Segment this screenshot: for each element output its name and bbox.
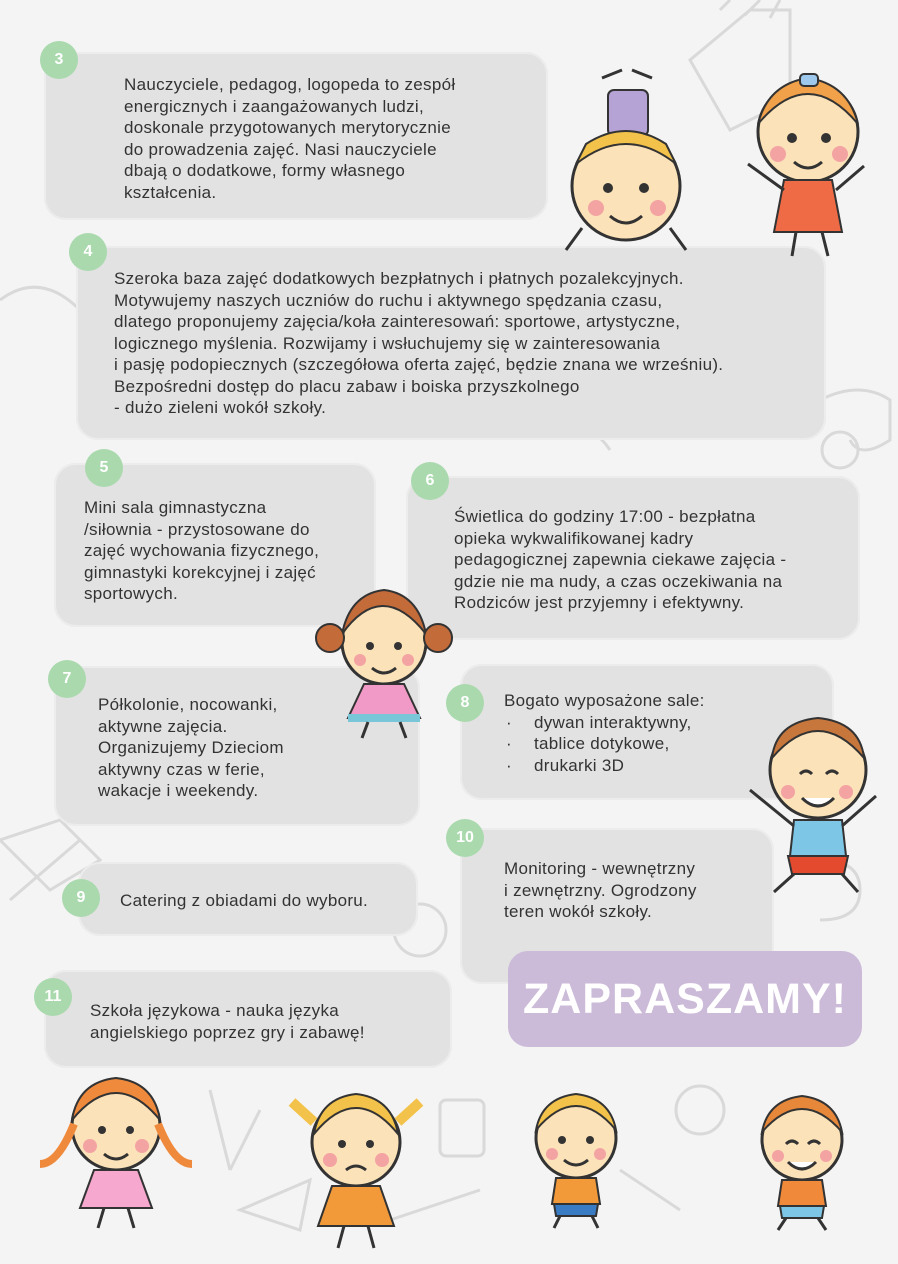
- text-line: zajęć wychowania fizycznego,: [84, 541, 320, 560]
- text-line: pedagogicznej zapewnia ciekawe zajęcia -: [454, 550, 787, 569]
- text-line: - dużo zieleni wokół szkoły.: [114, 398, 327, 417]
- card-6-text: [454, 506, 828, 614]
- card-7-number-badge: 7: [48, 660, 86, 698]
- info-card-11: [44, 970, 452, 1068]
- kid-handstand-illustration: [562, 68, 692, 254]
- text-line: /siłownia - przystosowane do: [84, 519, 310, 539]
- text-line: energicznych i zaangażowanych ludzi,: [124, 96, 424, 116]
- text-line: i zewnętrzny. Ogrodzony: [504, 880, 697, 900]
- list-item: · dywan interaktywny,: [504, 712, 804, 734]
- text-line: Bezpośredni dostęp do placu zabaw i boiska przyszkolnego: [114, 376, 580, 396]
- text-line: aktywny czas w ferie,: [98, 759, 265, 779]
- kid-girl-pigtails-illustration: [286, 1082, 426, 1252]
- text-line: wakacje i weekendy.: [98, 781, 259, 800]
- text-line: Rodziców jest przyjemny i efektywny.: [454, 593, 745, 612]
- card-10-number-badge: 10: [446, 819, 484, 857]
- card-3-number-badge: 3: [40, 41, 78, 79]
- text-line: dlatego proponujemy zajęcia/koła zainteresowań: sportowe, artystyczne,: [114, 312, 681, 331]
- text-line: opieka wykwalifikowanej kadry: [454, 528, 694, 548]
- text-line: Motywujemy naszych uczniów do ruchu i aktywnego spędzania czasu,: [114, 290, 663, 310]
- text-line: Catering z obiadami do wyboru.: [120, 891, 369, 910]
- list-item: · tablice dotykowe,: [504, 733, 804, 755]
- text-line: aktywne zajęcia.: [98, 716, 228, 736]
- card-11-text: [90, 1000, 440, 1043]
- list-item: · drukarki 3D: [504, 755, 804, 777]
- text-line: sportowych.: [84, 584, 179, 603]
- text-line: gdzie nie ma nudy, a czas oczekiwania na: [454, 571, 783, 591]
- card-4-text: [114, 268, 802, 419]
- text-line: doskonale przygotowanych merytorycznie: [124, 118, 451, 137]
- text-line: do prowadzenia zajęć. Nasi nauczyciele: [124, 139, 437, 159]
- kid-girl-curly-illustration: [312, 584, 456, 742]
- kid-girl-braids-illustration: [30, 1074, 200, 1232]
- invite-banner: ZAPRASZAMY!: [508, 951, 862, 1047]
- text-line: kształcenia.: [124, 182, 217, 202]
- text-line: Mini sala gimnastyczna: [84, 498, 267, 517]
- text-line: dbają o dodatkowe, formy własnego: [124, 161, 406, 180]
- kid-boy-orange-illustration: [742, 1092, 862, 1232]
- info-card-6: [406, 476, 860, 640]
- text-line: logicznego myślenia. Rozwijamy i wsłuchujemy się w zainteresowania: [114, 333, 661, 353]
- text-line: Organizujemy Dzieciom: [98, 738, 284, 757]
- card-10-text: [504, 858, 754, 923]
- kid-girl-bow-illustration: [740, 54, 870, 260]
- text-line: Szkoła językowa - nauka języka: [90, 1001, 340, 1020]
- text-line: Monitoring - wewnętrzny: [504, 859, 696, 878]
- card-3-text: [124, 74, 496, 203]
- info-card-9: [78, 862, 418, 936]
- card-5-number-badge: 5: [85, 449, 123, 487]
- kid-boy-jumping-illustration: [742, 712, 882, 896]
- text-line: Półkolonie, nocowanki,: [98, 695, 278, 714]
- text-line: Nauczyciele, pedagog, logopeda to zespół: [124, 75, 456, 94]
- card-8-number-badge: 8: [446, 684, 484, 722]
- card-11-number-badge: 11: [34, 978, 72, 1016]
- card-6-number-badge: 6: [411, 462, 449, 500]
- card-4-number-badge: 4: [69, 233, 107, 271]
- text-line: Świetlica do godziny 17:00 - bezpłatna: [454, 507, 756, 526]
- text-line: Szeroka baza zajęć dodatkowych bezpłatnych i płatnych pozalekcyjnych.: [114, 269, 684, 288]
- card-9-number-badge: 9: [62, 879, 100, 917]
- text-line: gimnastyki korekcyjnej i zajęć: [84, 562, 316, 582]
- text-line: angielskiego poprzez gry i zabawę!: [90, 1022, 365, 1042]
- info-card-3: [44, 52, 548, 220]
- kid-boy-blond-illustration: [516, 1088, 636, 1230]
- text-line: i pasję podopiecznych (szczegółowa oferta zajęć, będzie znana we wrześniu).: [114, 355, 724, 374]
- info-card-4: [76, 246, 826, 440]
- card-8-title: Bogato wyposażone sale:: [504, 691, 705, 710]
- card-9-text: [120, 890, 410, 912]
- text-line: teren wokół szkoły.: [504, 902, 653, 921]
